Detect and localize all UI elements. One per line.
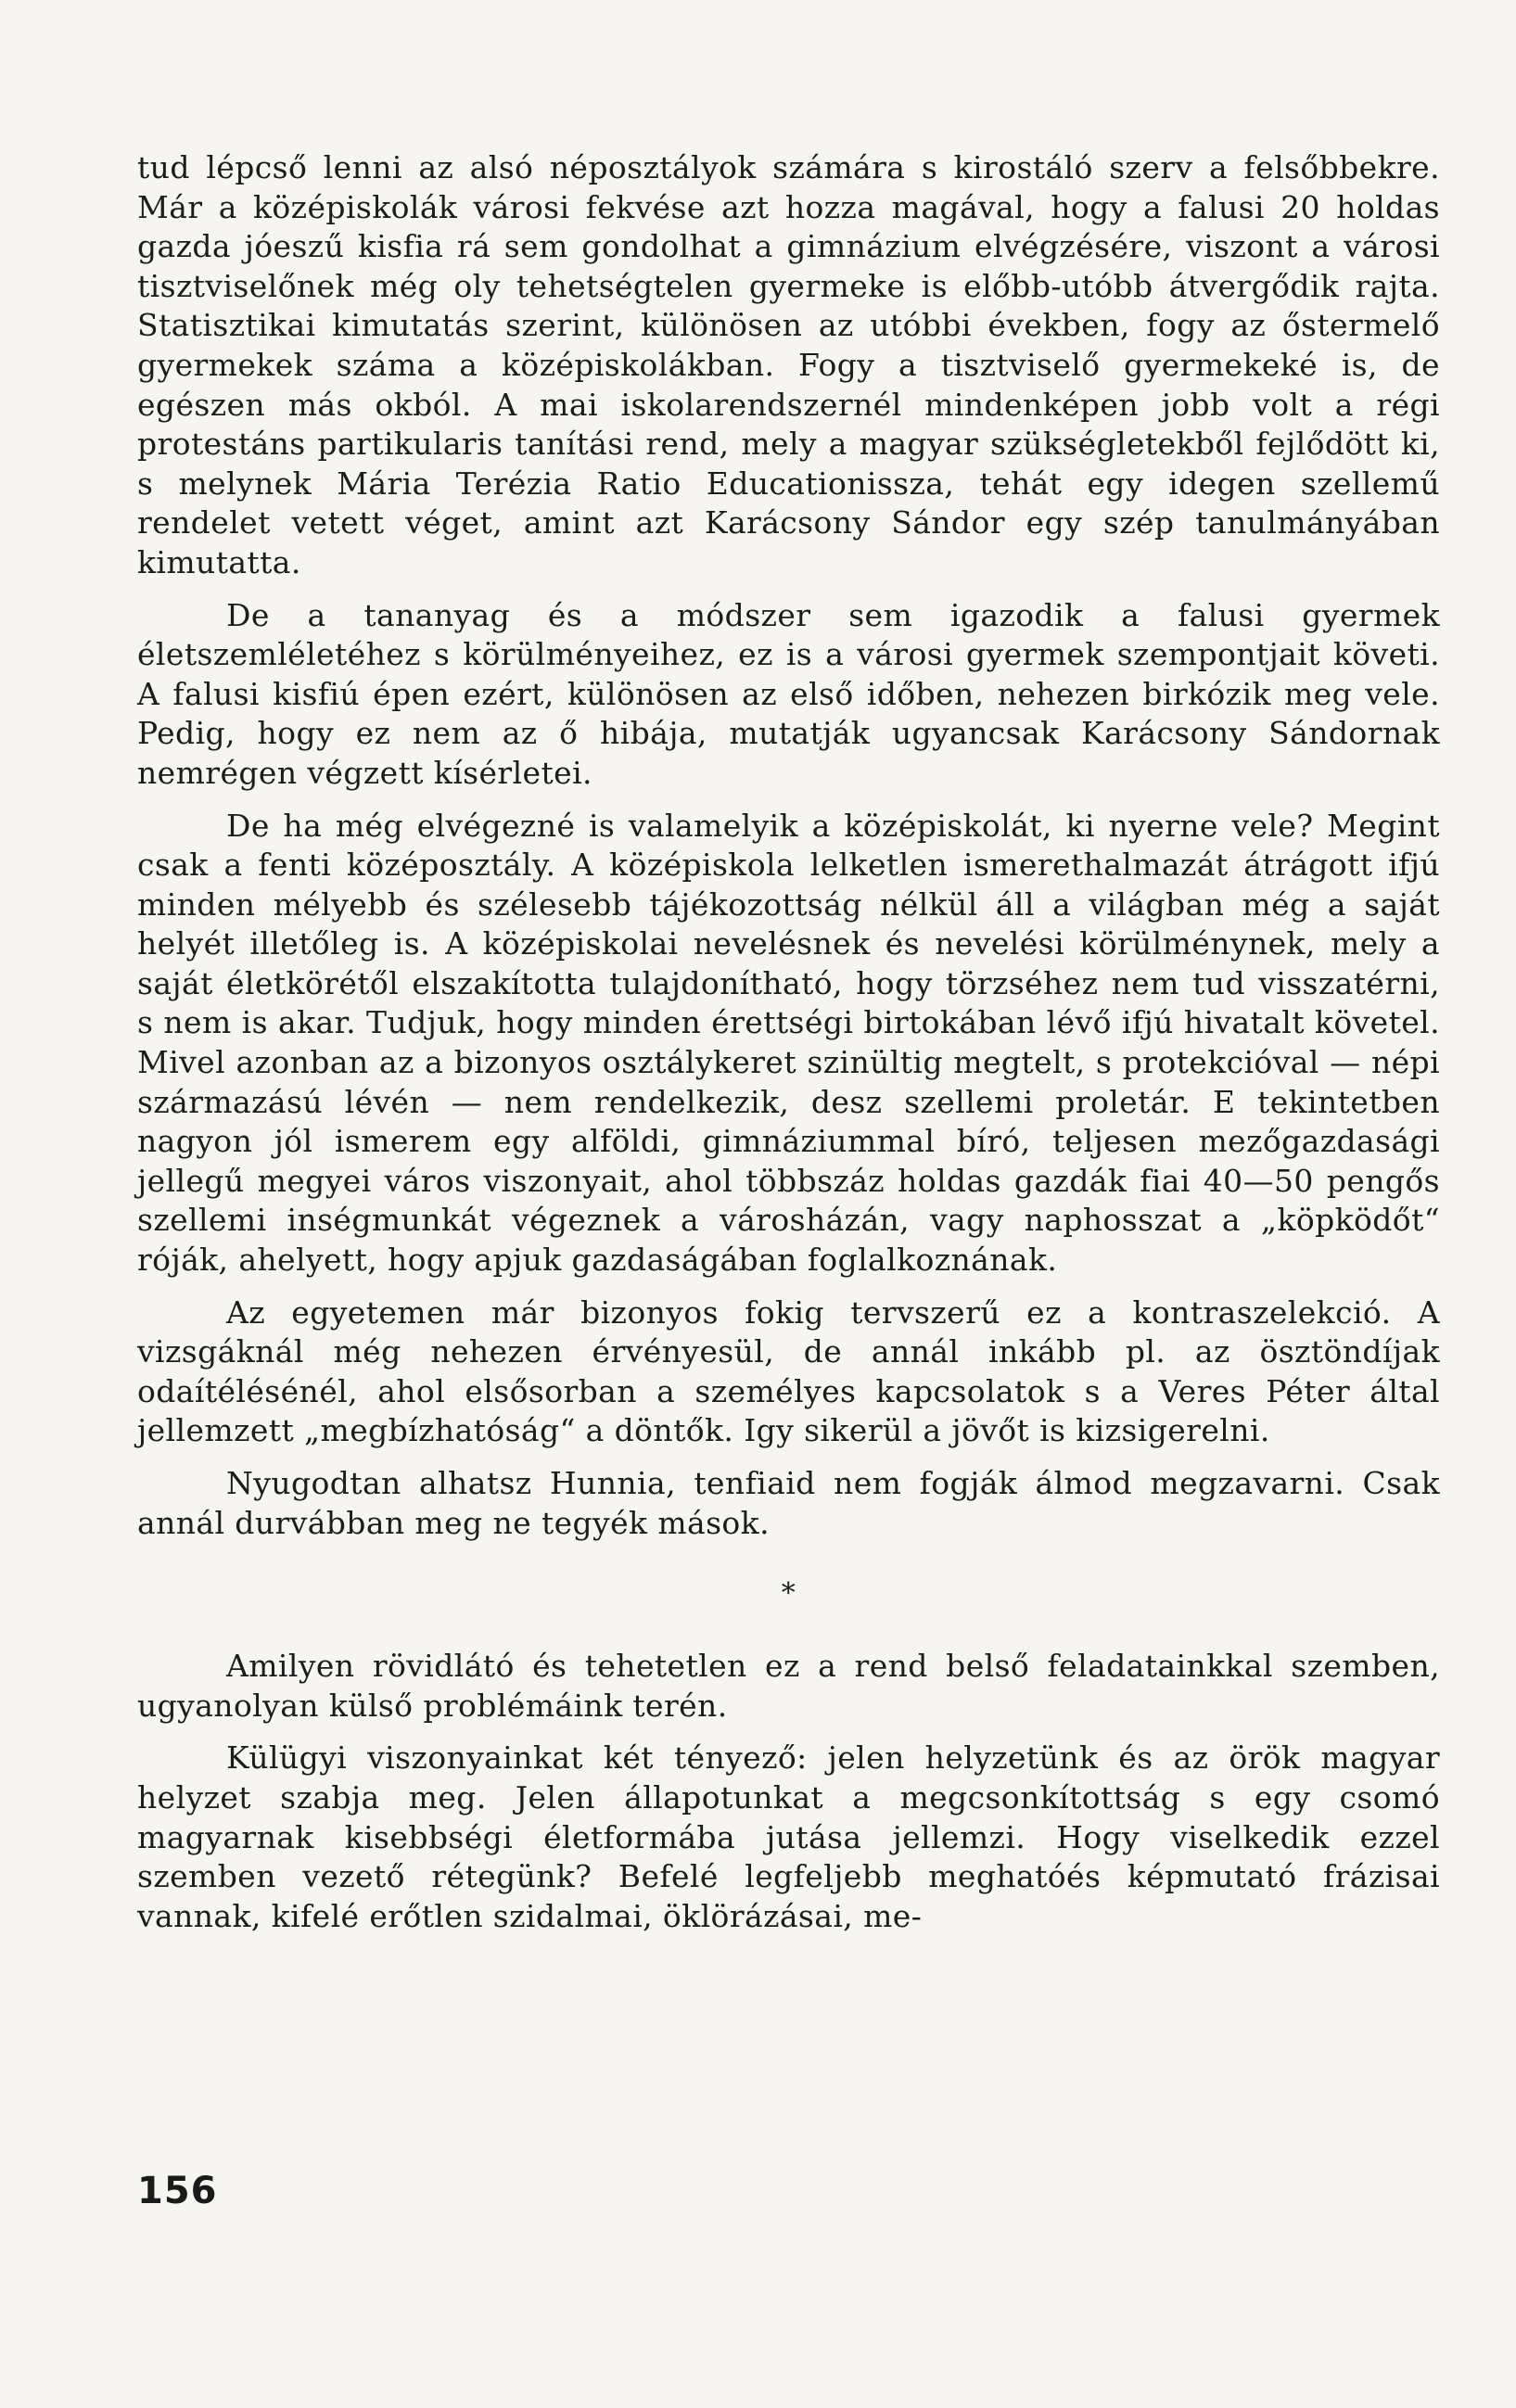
- paragraph-4: Az egyetemen már bizonyos fokig tervszerű ez a kontraszelekció. A vizsgáknál még nehezen érvényesül, de annál inkább pl. az ösztöndíjak odaítélésénél, ahol elsősorban a személyes kapcsolatok s a Veres Péter által jellemzett „megbízhatóság“ a döntők. Igy sikerül a jövőt is kizsigerelni.: [137, 1293, 1440, 1449]
- body-text: [137, 148, 1440, 1949]
- page-number: 156: [137, 2170, 218, 2212]
- paragraph-7: Külügyi viszonyainkat két tényező: jelen helyzetünk és az örök magyar helyzet szabja meg. Jelen állapotunkat a megcsonkítottság s egy csomó magyarnak kisebbségi életformába jutása jellemzi. Hogy viselkedik ezzel szemben vezető rétegünk? Befelé legfeljebb meghatóés képmutató frázisai vannak, kifelé erőtlen szidalmai, öklörázásai, me-: [137, 1739, 1440, 1934]
- paragraph-2: De a tananyag és a módszer sem igazodik a falusi gyermek életszemléletéhez s körülményeihez, ez is a városi gyermek szempontjait követi. A falusi kisfiú épen ezért, különösen az első időben, nehezen birkózik meg vele. Pedig, hogy ez nem az ő hibája, mutatják ugyancsak Karácsony Sándornak nemrégen végzett kísérletei.: [137, 596, 1440, 791]
- paragraph-6: Amilyen rövidlátó és tehetetlen ez a rend belső feladatainkkal szemben, ugyanolyan külső problémáink terén.: [137, 1648, 1440, 1724]
- paragraph-1: tud lépcső lenni az alsó néposztályok számára s kirostáló szerv a felsőbbekre. Már a középiskolák városi fekvése azt hozza magával, hogy a falusi 20 holdas gazda jóeszű kisfia rá sem gondolhat a gimnázium elvégzésére, viszont a városi tisztviselőnek még oly tehetségtelen gyermeke is előbb-utóbb átvergődik rajta. Statisztikai kimutatás szerint, különösen az utóbbi években, fogy az őstermelő gyermekek száma a középiskolákban. Fogy a tisztviselő gyermekeké is, de egészen más okból. A mai iskolarendszernél mindenképen jobb volt a régi protestáns partikularis tanítási rend, mely a magyar szükségletekből fejlődött ki, s melynek Mária Terézia Ratio Educationissza, tehát egy idegen szellemű rendelet vetett véget, amint azt Karácsony Sándor egy szép tanulmányában kimutatta.: [137, 149, 1440, 580]
- section-separator: *: [781, 1577, 796, 1611]
- paragraph-5: Nyugodtan alhatsz Hunnia, tenfiaid nem fogják álmod megzavarni. Csak annál durvábban meg ne tegyék mások.: [137, 1465, 1440, 1541]
- paragraph-3: De ha még elvégezné is valamelyik a középiskolát, ki nyerne vele? Megint csak a fenti középosztály. A középiskola lelketlen ismerethalmazát átrágott ifjú minden mélyebb és szélesebb tájékozottság nélkül áll a világban még a saját helyét illetőleg is. A középiskolai nevelésnek és nevelési körülménynek, mely a saját életkörétől elszakította tulajdonítható, hogy törzséhez nem tud visszatérni, s nem is akar. Tudjuk, hogy minden érettségi birtokában lévő ifjú hivatalt követel. Mivel azonban az a bizonyos osztálykeret szinültig megtelt, s protekcióval — népi származású lévén — nem rendelkezik, desz szellemi proletár. E tekintetben nagyon jól ismerem egy alföldi, gimnáziummal bíró, teljesen mezőgazdasági jellegű megyei város viszonyait, ahol többszáz holdas gazdák fiai 40—50 pengős szellemi inségmunkát végeznek a városházán, vagy naphosszat a „köpködőt“ róják, ahelyett, hogy apjuk gazdaságában foglalkoznának.: [137, 807, 1440, 1279]
